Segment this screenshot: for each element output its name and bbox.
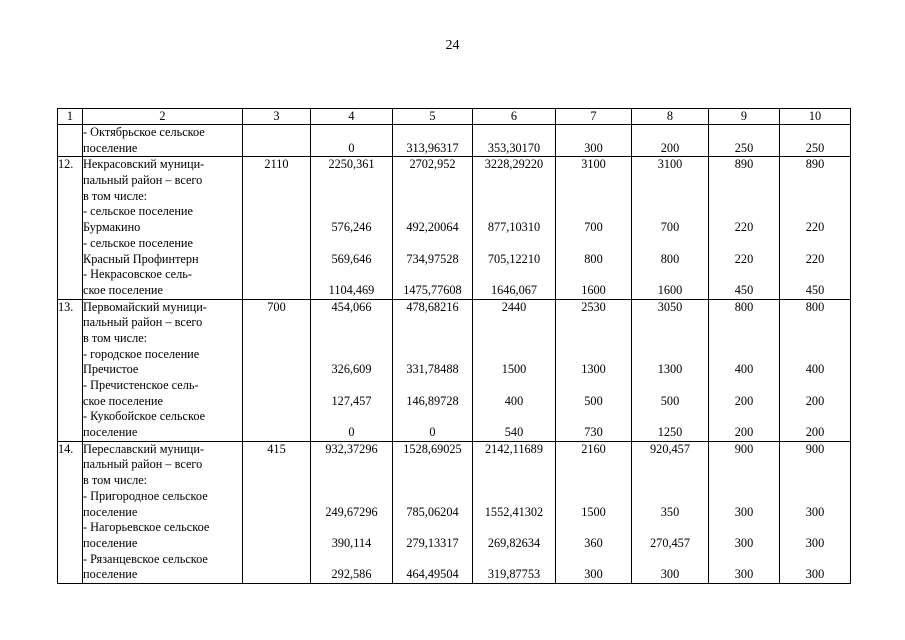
value-line: 540 <box>504 425 524 440</box>
value-line: 220 <box>805 251 825 266</box>
value-line <box>473 378 555 394</box>
row-name-line: - сельское поселение <box>83 235 193 250</box>
code-cell <box>243 125 311 157</box>
value-cell-c6 <box>473 125 556 157</box>
value-line: 1104,469 <box>328 282 375 297</box>
value-line: 353,30170 <box>487 140 541 155</box>
row-name-line: Переславский муници- <box>83 441 205 456</box>
value-line <box>393 315 472 331</box>
code-cell: 700 <box>243 299 311 441</box>
value-line <box>393 204 472 220</box>
value-line: 200 <box>734 393 754 408</box>
value-line: 800 <box>734 299 754 314</box>
value-line <box>556 331 631 347</box>
table-row <box>58 157 851 299</box>
value-line: 220 <box>734 251 754 266</box>
row-name-line: Некрасовский муници- <box>83 157 205 172</box>
value-line <box>473 189 555 205</box>
value-line <box>780 173 850 189</box>
value-line: 877,10310 <box>487 220 541 235</box>
value-line <box>473 552 555 568</box>
value-line <box>709 331 779 347</box>
header-cell: 2 <box>83 109 243 125</box>
value-line: 1300 <box>581 362 606 377</box>
value-cell-c5 <box>393 157 473 299</box>
value-line <box>780 473 850 489</box>
row-name-line: поселение <box>83 504 138 519</box>
row-name-line: Красный Профинтерн <box>83 251 199 266</box>
value-line <box>709 267 779 283</box>
value-line <box>632 331 708 347</box>
value-line: 292,586 <box>331 567 372 582</box>
value-line: 1500 <box>501 362 527 377</box>
row-name-line: ское поселение <box>83 282 163 297</box>
row-name-line: пальный район – всего <box>83 173 203 188</box>
value-line: 920,457 <box>650 441 690 456</box>
value-line: 300 <box>734 567 754 582</box>
value-line: 2142,11689 <box>485 441 543 456</box>
value-cell-c10 <box>780 125 851 157</box>
value-line <box>473 520 555 536</box>
row-name-line: поселение <box>83 567 138 582</box>
value-line <box>311 457 392 473</box>
data-table <box>57 108 851 584</box>
value-line <box>556 236 631 252</box>
row-number-cell: 13. <box>58 299 83 441</box>
value-line <box>393 173 472 189</box>
value-line: 400 <box>504 393 524 408</box>
value-line <box>780 457 850 473</box>
value-cell-c4 <box>311 125 393 157</box>
value-line <box>393 489 472 505</box>
value-line <box>473 457 555 473</box>
value-line <box>780 347 850 363</box>
value-line <box>632 520 708 536</box>
value-line: 734,97528 <box>406 251 459 266</box>
value-line: 0 <box>348 140 355 155</box>
value-line: 1250 <box>657 425 683 440</box>
value-cell-c10 <box>780 157 851 299</box>
header-cell: 3 <box>243 109 311 125</box>
value-line: 1475,77608 <box>403 282 462 297</box>
value-line: 492,20064 <box>406 220 459 235</box>
row-name-line: - Нагорьевское сельское <box>83 520 210 535</box>
value-line: 2160 <box>581 441 606 456</box>
value-line <box>473 409 555 425</box>
row-name-line: в том числе: <box>83 188 148 203</box>
value-cell-c9 <box>709 441 780 583</box>
value-cell-c7 <box>556 157 632 299</box>
value-line <box>709 457 779 473</box>
value-cell-c5 <box>393 125 473 157</box>
value-cell-c7 <box>556 299 632 441</box>
value-line: 249,67296 <box>325 504 378 519</box>
value-line <box>311 473 392 489</box>
row-name-line: Пречистое <box>83 362 139 377</box>
value-line <box>709 409 779 425</box>
value-cell-c8 <box>632 125 709 157</box>
value-line <box>556 473 631 489</box>
row-name-line: - Пригородное сельское <box>83 488 208 503</box>
value-cell-c5 <box>393 441 473 583</box>
value-line <box>632 409 708 425</box>
table-row <box>58 441 851 583</box>
value-line <box>780 378 850 394</box>
value-line: 800 <box>805 299 825 314</box>
value-line <box>709 189 779 205</box>
value-line <box>473 236 555 252</box>
row-number-cell <box>58 125 83 157</box>
header-cell: 4 <box>311 109 393 125</box>
value-line <box>393 378 472 394</box>
value-line <box>311 520 392 536</box>
value-line: 800 <box>660 251 680 266</box>
row-name-line: пальный район – всего <box>83 315 203 330</box>
value-line <box>632 489 708 505</box>
value-line <box>780 489 850 505</box>
value-line: 200 <box>734 425 754 440</box>
value-line <box>393 520 472 536</box>
value-line <box>473 347 555 363</box>
value-line <box>311 409 392 425</box>
value-cell-c9 <box>709 157 780 299</box>
row-name-line: пальный район – всего <box>83 457 203 472</box>
table-body <box>58 109 851 584</box>
value-cell-c7 <box>556 441 632 583</box>
value-line: 705,12210 <box>487 251 541 266</box>
value-line <box>556 457 631 473</box>
value-line <box>709 125 779 141</box>
value-line: 3100 <box>657 157 683 172</box>
header-cell: 5 <box>393 109 473 125</box>
header-cell: 10 <box>780 109 851 125</box>
value-line: 250 <box>734 140 754 155</box>
value-line: 300 <box>805 567 825 582</box>
value-line: 1646,067 <box>490 282 538 297</box>
value-line <box>393 331 472 347</box>
value-line: 3228,29220 <box>484 157 544 172</box>
value-line <box>632 473 708 489</box>
value-cell-c8 <box>632 441 709 583</box>
value-line: 1600 <box>581 282 606 297</box>
value-line <box>632 173 708 189</box>
value-line: 200 <box>660 140 680 155</box>
table-row <box>58 125 851 157</box>
value-line <box>311 173 392 189</box>
row-name-line: - Кукобойское сельское <box>83 409 206 424</box>
value-line <box>473 315 555 331</box>
value-line: 300 <box>660 567 680 582</box>
value-line: 250 <box>805 140 825 155</box>
value-line <box>473 267 555 283</box>
row-name-line: - городское поселение <box>83 346 200 361</box>
row-name-line: поселение <box>83 140 138 155</box>
value-line <box>709 204 779 220</box>
value-line: 350 <box>660 504 680 519</box>
row-number-cell: 14. <box>58 441 83 583</box>
value-line <box>311 489 392 505</box>
value-line <box>709 347 779 363</box>
value-line: 785,06204 <box>406 504 459 519</box>
row-name-line: - Рязанцевское сельское <box>83 551 208 566</box>
value-line: 1600 <box>657 282 683 297</box>
value-line <box>393 189 472 205</box>
value-line: 1552,41302 <box>484 504 544 519</box>
value-line: 270,457 <box>650 535 690 550</box>
value-cell-c7 <box>556 125 632 157</box>
value-line <box>780 409 850 425</box>
value-line <box>393 473 472 489</box>
header-cell: 6 <box>473 109 556 125</box>
value-line: 576,246 <box>331 220 372 235</box>
value-cell-c9 <box>709 299 780 441</box>
value-line <box>311 189 392 205</box>
value-line <box>473 489 555 505</box>
value-cell-c4 <box>311 157 393 299</box>
value-line <box>780 520 850 536</box>
header-cell: 8 <box>632 109 709 125</box>
value-cell-c6 <box>473 157 556 299</box>
value-line: 3050 <box>657 299 683 314</box>
value-line <box>780 189 850 205</box>
value-line: 500 <box>584 393 603 408</box>
value-line: 331,78488 <box>406 362 459 377</box>
value-line <box>311 125 392 141</box>
value-line <box>632 378 708 394</box>
value-line <box>556 173 631 189</box>
value-line <box>393 409 472 425</box>
value-line <box>311 347 392 363</box>
row-name-line: - Некрасовское сель- <box>83 267 192 282</box>
value-line: 200 <box>805 393 825 408</box>
value-line <box>780 267 850 283</box>
value-cell-c8 <box>632 299 709 441</box>
row-name-line: в том числе: <box>83 330 148 345</box>
value-line <box>556 378 631 394</box>
value-line <box>632 552 708 568</box>
value-line: 2702,952 <box>409 157 456 172</box>
code-cell: 415 <box>243 441 311 583</box>
value-line: 932,37296 <box>325 441 378 456</box>
value-line <box>632 315 708 331</box>
row-name-line: - сельское поселение <box>83 204 193 219</box>
value-line: 300 <box>805 504 825 519</box>
row-name-line: поселение <box>83 425 138 440</box>
value-line <box>473 173 555 189</box>
value-line: 220 <box>805 220 825 235</box>
value-line: 1528,69025 <box>403 441 462 456</box>
header-cell: 9 <box>709 109 780 125</box>
value-line <box>709 236 779 252</box>
value-line <box>473 473 555 489</box>
value-line <box>780 315 850 331</box>
value-line: 2250,361 <box>328 157 375 172</box>
value-cell-c10 <box>780 441 851 583</box>
value-line: 300 <box>805 535 825 550</box>
value-line: 450 <box>805 282 825 297</box>
value-line <box>311 552 392 568</box>
value-line: 269,82634 <box>487 535 541 550</box>
value-line: 300 <box>584 140 603 155</box>
row-name-cell <box>83 441 243 583</box>
row-name-line: ское поселение <box>83 393 163 408</box>
value-line: 900 <box>734 441 754 456</box>
row-name-line: Первомайский муници- <box>83 299 207 314</box>
value-line <box>556 489 631 505</box>
value-line <box>473 204 555 220</box>
value-line <box>632 267 708 283</box>
value-line: 2440 <box>501 299 527 314</box>
value-line: 1500 <box>581 504 606 519</box>
value-line <box>393 267 472 283</box>
value-line <box>709 489 779 505</box>
value-line <box>709 315 779 331</box>
value-line <box>632 204 708 220</box>
value-line: 890 <box>805 157 825 172</box>
value-line: 220 <box>734 220 754 235</box>
value-line <box>556 409 631 425</box>
value-line <box>709 520 779 536</box>
value-line <box>632 189 708 205</box>
value-line: 300 <box>734 535 754 550</box>
page-number: 24 <box>445 38 460 53</box>
value-line <box>393 552 472 568</box>
value-line <box>393 457 472 473</box>
code-cell: 2110 <box>243 157 311 299</box>
value-line <box>709 473 779 489</box>
value-line: 200 <box>805 425 825 440</box>
value-line: 900 <box>805 441 825 456</box>
value-cell-c9 <box>709 125 780 157</box>
value-line <box>632 347 708 363</box>
value-line: 2530 <box>581 299 606 314</box>
value-line: 0 <box>348 425 355 440</box>
value-line: 730 <box>584 425 603 440</box>
value-line: 800 <box>584 251 603 266</box>
value-line <box>780 236 850 252</box>
value-line: 319,87753 <box>487 567 541 582</box>
value-line <box>393 125 472 141</box>
value-cell-c6 <box>473 441 556 583</box>
value-cell-c4 <box>311 299 393 441</box>
header-cell: 1 <box>58 109 83 125</box>
value-line <box>311 331 392 347</box>
value-line: 500 <box>660 393 680 408</box>
value-line <box>311 378 392 394</box>
value-line: 0 <box>429 425 436 440</box>
value-line: 313,96317 <box>406 140 459 155</box>
value-line <box>311 204 392 220</box>
value-cell-c8 <box>632 157 709 299</box>
value-line: 450 <box>734 282 754 297</box>
value-line <box>780 552 850 568</box>
value-line <box>393 347 472 363</box>
row-name-line: - Октябрьское сельское <box>83 125 205 139</box>
table-row <box>58 299 851 441</box>
value-line <box>709 552 779 568</box>
value-line: 300 <box>734 504 754 519</box>
row-name-cell <box>83 125 243 157</box>
row-number-cell: 12. <box>58 157 83 299</box>
value-line <box>556 267 631 283</box>
value-cell-c4 <box>311 441 393 583</box>
row-name-line: в том числе: <box>83 473 148 488</box>
value-line: 3100 <box>581 157 606 172</box>
row-name-cell <box>83 157 243 299</box>
value-line <box>709 378 779 394</box>
value-line <box>780 204 850 220</box>
value-line: 400 <box>734 362 754 377</box>
value-line <box>311 236 392 252</box>
value-line: 700 <box>584 220 603 235</box>
value-line: 400 <box>805 362 825 377</box>
value-line: 454,066 <box>331 299 372 314</box>
value-line: 390,114 <box>331 535 372 550</box>
value-line <box>632 457 708 473</box>
value-line: 700 <box>660 220 680 235</box>
value-line: 890 <box>734 157 754 172</box>
row-name-line: Бурмакино <box>83 220 141 235</box>
value-line: 478,68216 <box>406 299 459 314</box>
value-line <box>556 552 631 568</box>
value-line <box>556 520 631 536</box>
value-line <box>556 204 631 220</box>
value-line: 300 <box>584 567 603 582</box>
value-line <box>473 125 555 141</box>
value-line: 360 <box>584 535 603 550</box>
value-line: 279,13317 <box>406 535 459 550</box>
value-cell-c5 <box>393 299 473 441</box>
row-name-line: поселение <box>83 535 138 550</box>
value-line <box>311 267 392 283</box>
value-line: 326,609 <box>331 362 372 377</box>
value-cell-c10 <box>780 299 851 441</box>
value-line <box>780 125 850 141</box>
row-name-line: - Пречистенское сель- <box>83 378 199 392</box>
value-line <box>393 236 472 252</box>
value-line <box>632 125 708 141</box>
header-cell: 7 <box>556 109 632 125</box>
value-line <box>780 331 850 347</box>
value-line <box>632 236 708 252</box>
header-row <box>58 109 851 125</box>
value-line: 127,457 <box>331 393 372 408</box>
value-line: 146,89728 <box>406 393 459 408</box>
value-line <box>556 347 631 363</box>
row-name-cell <box>83 299 243 441</box>
value-line <box>556 189 631 205</box>
value-line <box>311 315 392 331</box>
value-cell-c6 <box>473 299 556 441</box>
value-line: 1300 <box>657 362 683 377</box>
value-line <box>473 331 555 347</box>
value-line <box>556 125 631 141</box>
value-line: 569,646 <box>331 251 372 266</box>
value-line <box>709 173 779 189</box>
value-line <box>556 315 631 331</box>
value-line: 464,49504 <box>406 567 459 582</box>
